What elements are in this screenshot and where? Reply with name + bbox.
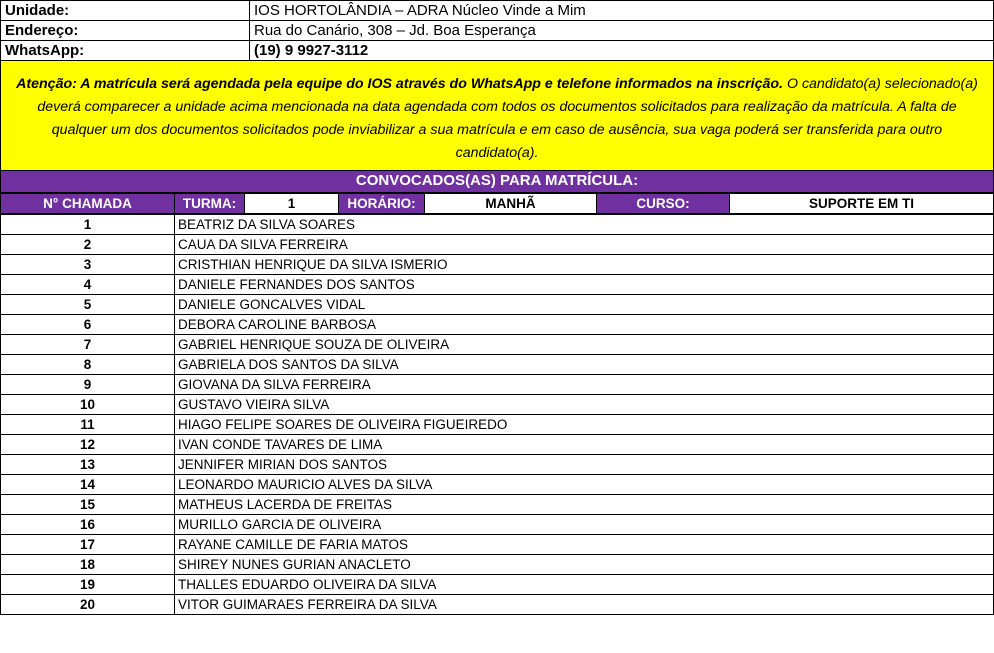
table-row bbox=[1, 295, 994, 315]
student-name: GABRIELA DOS SANTOS DA SILVA bbox=[175, 355, 994, 375]
chamada-number: 3 bbox=[1, 255, 175, 275]
notice-text: O candidato(a) selecionado(a) deverá comparecer a unidade acima mencionada na data agendada com todos os documentos solicitados para realização da matrícula. A falta de qualquer um dos documentos solicitados pode inviabilizar a sua matrícula e em caso de ausência, sua vaga poderá ser transferida para outro candidato(a). bbox=[37, 76, 978, 161]
table-row bbox=[1, 575, 994, 595]
student-name: VITOR GUIMARAES FERREIRA DA SILVA bbox=[175, 595, 994, 615]
unidade-label: Unidade: bbox=[1, 1, 250, 21]
chamada-number: 15 bbox=[1, 495, 175, 515]
curso-label: CURSO: bbox=[597, 194, 730, 214]
student-name: DANIELE GONCALVES VIDAL bbox=[175, 295, 994, 315]
table-row bbox=[1, 455, 994, 475]
table-row bbox=[1, 315, 994, 335]
student-name: GABRIEL HENRIQUE SOUZA DE OLIVEIRA bbox=[175, 335, 994, 355]
whatsapp-label: WhatsApp: bbox=[1, 41, 250, 61]
whatsapp-row bbox=[1, 41, 994, 61]
endereco-label: Endereço: bbox=[1, 21, 250, 41]
unidade-row bbox=[1, 1, 994, 21]
chamada-number: 14 bbox=[1, 475, 175, 495]
chamada-number: 9 bbox=[1, 375, 175, 395]
horario-value: MANHÃ bbox=[425, 194, 597, 214]
table-row bbox=[1, 275, 994, 295]
chamada-number: 13 bbox=[1, 455, 175, 475]
whatsapp-value: (19) 9 9927-3112 bbox=[250, 41, 994, 61]
chamada-number: 18 bbox=[1, 555, 175, 575]
turma-value: 1 bbox=[245, 194, 339, 214]
student-name: MATHEUS LACERDA DE FREITAS bbox=[175, 495, 994, 515]
chamada-number: 8 bbox=[1, 355, 175, 375]
unidade-value: IOS HORTOLÂNDIA – ADRA Núcleo Vinde a Mim bbox=[250, 1, 994, 21]
curso-value: SUPORTE EM TI bbox=[730, 194, 994, 214]
table-row bbox=[1, 595, 994, 615]
turma-label: TURMA: bbox=[175, 194, 245, 214]
table-row bbox=[1, 475, 994, 495]
student-name: GIOVANA DA SILVA FERREIRA bbox=[175, 375, 994, 395]
student-name: JENNIFER MIRIAN DOS SANTOS bbox=[175, 455, 994, 475]
table-row bbox=[1, 375, 994, 395]
table-row bbox=[1, 335, 994, 355]
info-table bbox=[0, 0, 994, 61]
student-name: LEONARDO MAURICIO ALVES DA SILVA bbox=[175, 475, 994, 495]
student-name: MURILLO GARCIA DE OLIVEIRA bbox=[175, 515, 994, 535]
chamada-number: 7 bbox=[1, 335, 175, 355]
student-name: IVAN CONDE TAVARES DE LIMA bbox=[175, 435, 994, 455]
chamada-number: 12 bbox=[1, 435, 175, 455]
table-row bbox=[1, 235, 994, 255]
chamada-number: 20 bbox=[1, 595, 175, 615]
table-row bbox=[1, 355, 994, 375]
table-row bbox=[1, 495, 994, 515]
student-name: THALLES EDUARDO OLIVEIRA DA SILVA bbox=[175, 575, 994, 595]
student-name: HIAGO FELIPE SOARES DE OLIVEIRA FIGUEIREDO bbox=[175, 415, 994, 435]
chamada-number: 10 bbox=[1, 395, 175, 415]
table-row bbox=[1, 395, 994, 415]
table-row bbox=[1, 515, 994, 535]
notice-bold-text: Atenção: A matrícula será agendada pela equipe do IOS através do WhatsApp e telefone informados na inscrição. bbox=[16, 76, 784, 92]
chamada-number: 17 bbox=[1, 535, 175, 555]
chamada-number: 4 bbox=[1, 275, 175, 295]
student-name: GUSTAVO VIEIRA SILVA bbox=[175, 395, 994, 415]
attention-notice bbox=[0, 61, 994, 171]
student-name: RAYANE CAMILLE DE FARIA MATOS bbox=[175, 535, 994, 555]
table-row bbox=[1, 435, 994, 455]
student-name: CAUA DA SILVA FERREIRA bbox=[175, 235, 994, 255]
chamada-header: N° CHAMADA bbox=[1, 194, 175, 214]
endereco-value: Rua do Canário, 308 – Jd. Boa Esperança bbox=[250, 21, 994, 41]
student-name: DEBORA CAROLINE BARBOSA bbox=[175, 315, 994, 335]
endereco-row bbox=[1, 21, 994, 41]
chamada-number: 5 bbox=[1, 295, 175, 315]
student-name: SHIREY NUNES GURIAN ANACLETO bbox=[175, 555, 994, 575]
students-table bbox=[0, 214, 994, 615]
list-header-row bbox=[1, 194, 994, 214]
students-body bbox=[1, 215, 994, 615]
list-title: CONVOCADOS(AS) PARA MATRÍCULA: bbox=[0, 171, 994, 193]
list-header-table bbox=[0, 193, 994, 214]
student-name: BEATRIZ DA SILVA SOARES bbox=[175, 215, 994, 235]
student-name: CRISTHIAN HENRIQUE DA SILVA ISMERIO bbox=[175, 255, 994, 275]
chamada-number: 19 bbox=[1, 575, 175, 595]
chamada-number: 11 bbox=[1, 415, 175, 435]
horario-label: HORÁRIO: bbox=[339, 194, 425, 214]
table-row bbox=[1, 555, 994, 575]
chamada-number: 16 bbox=[1, 515, 175, 535]
table-row bbox=[1, 255, 994, 275]
chamada-number: 6 bbox=[1, 315, 175, 335]
chamada-number: 1 bbox=[1, 215, 175, 235]
table-row bbox=[1, 415, 994, 435]
chamada-number: 2 bbox=[1, 235, 175, 255]
table-row bbox=[1, 535, 994, 555]
student-name: DANIELE FERNANDES DOS SANTOS bbox=[175, 275, 994, 295]
table-row bbox=[1, 215, 994, 235]
